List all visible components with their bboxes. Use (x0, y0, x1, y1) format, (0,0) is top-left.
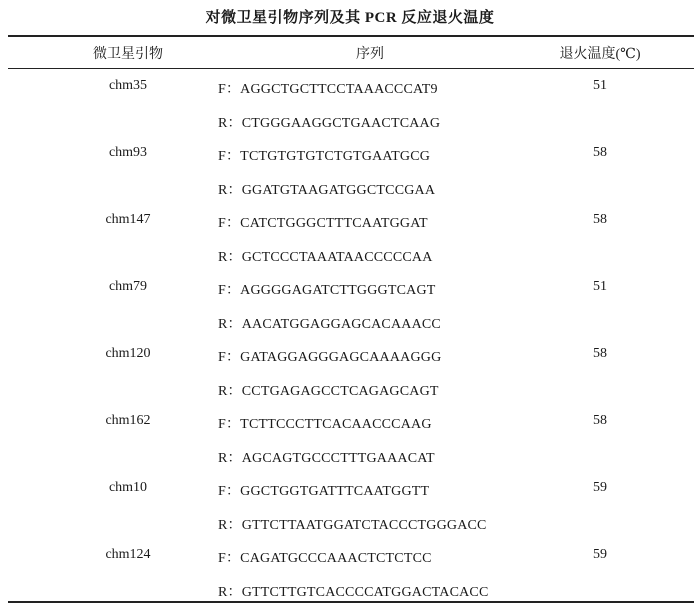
annealing-temperature: 59 (593, 547, 607, 562)
bottom-rule (8, 601, 694, 603)
header-sequence: 序列 (356, 47, 384, 62)
reverse-primer: R：GCTCCCTAAATAACCCCCAA (218, 250, 433, 265)
reverse-primer: R：CTGGGAAGGCTGAACTCAAG (218, 116, 441, 131)
marker-name: chm124 (105, 547, 151, 562)
forward-primer: F：GGCTGGTGATTTCAATGGTT (218, 484, 430, 499)
table-row (0, 73, 700, 140)
table-row (0, 274, 700, 341)
marker-name: chm35 (108, 78, 148, 93)
table-row (0, 475, 700, 542)
forward-primer: F：AGGCTGCTTCCTAAACCCAT9 (218, 82, 438, 97)
reverse-primer: R：AACATGGAGGAGCACAAACC (218, 317, 441, 332)
forward-primer: F：TCTGTGTGTCTGTGAATGCG (218, 149, 431, 164)
annealing-temperature: 58 (593, 346, 607, 361)
forward-primer: F：GATAGGAGGGAGCAAAAGGG (218, 350, 442, 365)
header-rule (8, 68, 694, 69)
table-row (0, 542, 700, 609)
annealing-temperature: 59 (593, 480, 607, 495)
reverse-primer: R：GGATGTAAGATGGCTCCGAA (218, 183, 436, 198)
reverse-primer: R：GTTCTTAATGGATCTACCCTGGGACC (218, 518, 487, 533)
reverse-primer: R：AGCAGTGCCCTTTGAAACAT (218, 451, 435, 466)
marker-name: chm79 (108, 279, 148, 294)
reverse-primer: R：CCTGAGAGCCTCAGAGCAGT (218, 384, 439, 399)
forward-primer: F：TCTTCCCTTCACAACCCAAG (218, 417, 432, 432)
table-row (0, 207, 700, 274)
table-row (0, 341, 700, 408)
header-marker: 微卫星引物 (93, 47, 163, 62)
table-row (0, 140, 700, 207)
marker-name: chm162 (105, 413, 151, 428)
annealing-temperature: 51 (593, 279, 607, 294)
top-rule (8, 35, 694, 37)
table-title: 对微卫星引物序列及其 PCR 反应退火温度 (205, 10, 495, 26)
marker-name: chm147 (105, 212, 151, 227)
table-row (0, 408, 700, 475)
annealing-temperature: 51 (593, 78, 607, 93)
marker-name: chm93 (108, 145, 148, 160)
header-temperature: 退火温度(℃) (559, 47, 641, 62)
forward-primer: F：AGGGGAGATCTTGGGTCAGT (218, 283, 436, 298)
forward-primer: F：CAGATGCCCAAACTCTCTCC (218, 551, 432, 566)
table-body (0, 73, 700, 609)
marker-name: chm10 (108, 480, 148, 495)
annealing-temperature: 58 (593, 212, 607, 227)
forward-primer: F：CATCTGGGCTTTCAATGGAT (218, 216, 428, 231)
annealing-temperature: 58 (593, 413, 607, 428)
annealing-temperature: 58 (593, 145, 607, 160)
marker-name: chm120 (105, 346, 151, 361)
reverse-primer: R：GTTCTTGTCACCCCATGGACTACACC (218, 585, 489, 600)
